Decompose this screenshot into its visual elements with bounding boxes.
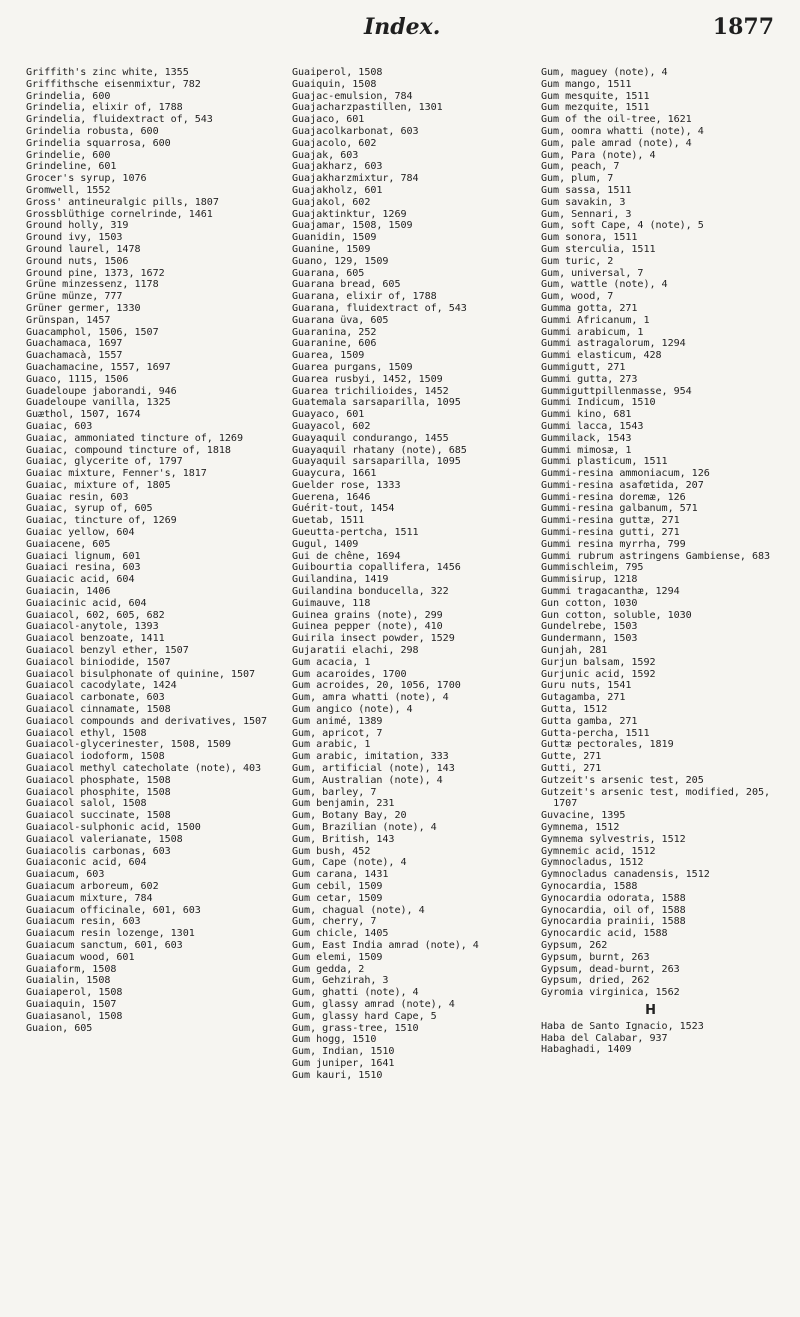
index-entry: Gutta gamba, 271 [541, 715, 638, 727]
index-entry: Gum gedda, 2 [292, 963, 365, 975]
index-entry: Gutta, 1512 [541, 704, 608, 716]
index-entry: Griffith's zinc white, 1355 [26, 67, 189, 78]
index-entry: Gum, Indian, 1510 [292, 1046, 395, 1058]
index-entry: Gummi-resina guttæ, 271 [541, 515, 680, 527]
section-letter: H [645, 1002, 656, 1018]
index-entry: Gummilack, 1543 [541, 432, 632, 444]
index-entry: Guajakol, 602 [292, 196, 371, 208]
index-entry: Guaiacic acid, 604 [26, 574, 135, 586]
index-entry: Guaiacum wood, 601 [26, 951, 135, 963]
index-entry: Guarana, fluidextract of, 543 [292, 302, 467, 314]
index-entry: Guaiacinic acid, 604 [26, 597, 147, 609]
index-entry: Gummi-resina galbanum, 571 [541, 503, 698, 515]
index-entry: Grüner germer, 1330 [26, 302, 141, 314]
index-entry: Grindelia, fluidextract of, 543 [26, 114, 213, 126]
index-entry: Gummi Africanum, 1 [541, 314, 650, 326]
index-entry: Guayaco, 601 [292, 409, 365, 421]
index-entry: Gummi-resina ammoniacum, 126 [541, 468, 710, 480]
index-entry: Gum, universal, 7 [541, 267, 644, 279]
index-entry: Guaiacolis carbonas, 603 [26, 845, 171, 857]
index-entry: Gum sonora, 1511 [541, 232, 638, 244]
index-entry: Gummi-resina doremæ, 126 [541, 491, 686, 503]
index-entry: Gummi Indicum, 1510 [541, 397, 656, 409]
index-entry: Grüne münze, 777 [26, 291, 123, 303]
index-entry: Guayaquil rhatany (note), 685 [292, 444, 467, 456]
index-entry: Gum, grass-tree, 1510 [292, 1022, 419, 1034]
index-entry: Grindelie, 600 [26, 149, 111, 161]
index-entry: Guaiacum, 603 [26, 869, 105, 881]
index-entry: Guetab, 1511 [292, 515, 365, 527]
index-entry: Gum animé, 1389 [292, 715, 383, 727]
index-entry: Habaghadi, 1409 [541, 1044, 632, 1056]
index-entry: Gummi rubrum astringens Gambiense, 683 [541, 550, 771, 562]
index-entry: Gunjah, 281 [541, 645, 608, 657]
index-entry: Grindelia squarrosa, 600 [26, 137, 171, 149]
index-entry: Gum mezquite, 1511 [541, 102, 650, 114]
index-entry: Gypsum, 262 [541, 939, 608, 951]
index-entry: Guaiacol phosphate, 1508 [26, 774, 171, 786]
index-entry: Gutzeit's arsenic test, modified, 205, 1707 [541, 786, 771, 810]
index-entry: Gummi elasticum, 428 [541, 350, 662, 362]
index-entry: Guaion, 605 [26, 1022, 93, 1034]
index-entry: Gum, glassy amrad (note), 4 [292, 998, 455, 1010]
index-entry: Gummi gutta, 273 [541, 373, 638, 385]
index-entry: Gummischleim, 795 [541, 562, 644, 574]
index-entry: Guaiacol bisulphonate of quinine, 1507 [26, 668, 256, 680]
index-entry: Guaiac mixture, Fenner's, 1817 [26, 468, 207, 480]
index-entry: Guayaquil condurango, 1455 [292, 432, 449, 444]
index-entry: Guachamacà, 1557 [26, 350, 123, 362]
index-entry: Guaiac, glycerite of, 1797 [26, 456, 183, 468]
index-entry: Gutagamba, 271 [541, 692, 626, 704]
index-entry: Gum benjamin, 231 [292, 798, 395, 810]
index-entry: Guaiac, syrup of, 605 [26, 503, 153, 515]
index-entry: Guajac-emulsion, 784 [292, 90, 413, 102]
index-entry: Guaiacol-anytole, 1393 [26, 621, 159, 633]
index-entry: Grünspan, 1457 [26, 314, 111, 326]
index-entry: Gum mango, 1511 [541, 78, 632, 90]
index-entry: Guadeloupe jaborandi, 946 [26, 385, 177, 397]
index-entry: Guaiacol, 602, 605, 682 [26, 609, 165, 621]
index-entry: Gum, pale amrad (note), 4 [541, 137, 692, 149]
index-entry: Gum, glassy hard Cape, 5 [292, 1010, 437, 1022]
index-entry: Gui de chêne, 1694 [292, 550, 401, 562]
index-entry: Gum, Botany Bay, 20 [292, 810, 407, 822]
index-entry: Gundelrebe, 1503 [541, 621, 638, 633]
index-entry: Guttæ pectorales, 1819 [541, 739, 674, 751]
index-entry: Gun cotton, soluble, 1030 [541, 609, 692, 621]
index-entry: Guru nuts, 1541 [541, 680, 632, 692]
index-entry: Grüne minzessenz, 1178 [26, 279, 159, 291]
index-entry: Guayacol, 602 [292, 420, 371, 432]
index-entry: Gum elemi, 1509 [292, 951, 383, 963]
index-entry: Guaiacum resin, 603 [26, 916, 141, 928]
index-entry: Gum acacia, 1 [292, 656, 371, 668]
index-entry: Ground holly, 319 [26, 220, 129, 232]
index-entry: Guajakharz, 603 [292, 161, 383, 173]
index-entry: Gynocardia, 1588 [541, 880, 638, 892]
index-entry: Guaiaform, 1508 [26, 963, 117, 975]
index-entry: Gynocardia prainii, 1588 [541, 916, 686, 928]
index-entry: Gum, plum, 7 [541, 173, 614, 185]
index-entry: Gutta-percha, 1511 [541, 727, 650, 739]
index-entry: Gum of the oil-tree, 1621 [541, 114, 692, 126]
index-entry: Guaiacol methyl catecholate (note), 403 [26, 763, 262, 775]
index-entry: Gum, apricot, 7 [292, 727, 383, 739]
index-entry: Gum, peach, 7 [541, 161, 620, 173]
index-entry: Gutte, 271 [541, 751, 602, 763]
index-entry: Guarea trichilioides, 1452 [292, 385, 449, 397]
index-entry: Guajacharzpastillen, 1301 [292, 102, 443, 114]
index-entry: Gum turic, 2 [541, 255, 614, 267]
index-entry: Gummi mimosæ, 1 [541, 444, 632, 456]
index-entry: Gum, Brazilian (note), 4 [292, 822, 437, 833]
index-entry: Guajakholz, 601 [292, 184, 383, 196]
index-entry: Guaranina, 252 [292, 326, 377, 338]
index-entry: Gypsum, dried, 262 [541, 975, 650, 987]
index-entry: Guinea pepper (note), 410 [292, 621, 443, 633]
index-entry: Guatemala sarsaparilla, 1095 [292, 397, 461, 409]
index-entry: Ground laurel, 1478 [26, 243, 141, 255]
index-entry: Gromwell, 1552 [26, 184, 111, 196]
index-entry: Guaycura, 1661 [292, 468, 377, 480]
index-entry: Gymnocladus, 1512 [541, 857, 644, 869]
index-entry: Guarana üva, 605 [292, 314, 389, 326]
index-entry: Ground pine, 1373, 1672 [26, 267, 165, 279]
index-entry: Guano, 129, 1509 [292, 255, 389, 267]
index-entry: Guajaktinktur, 1269 [292, 208, 407, 220]
index-entry: Gum, cherry, 7 [292, 916, 377, 928]
index-entry: Gyromia virginica, 1562 [541, 987, 680, 999]
index-entry: Guerena, 1646 [292, 491, 371, 503]
index-entry: Gum, barley, 7 [292, 786, 377, 798]
index-entry: Guaiacol phosphite, 1508 [26, 786, 171, 798]
index-entry: Gum, maguey (note), 4 [541, 67, 668, 78]
index-entry: Haba de Santo Ignacio, 1523 [541, 1020, 704, 1032]
index-entry: Guarea rusbyi, 1452, 1509 [292, 373, 443, 385]
index-entry: Gross' antineuralgic pills, 1807 [26, 196, 219, 208]
index-entry: Gummisirup, 1218 [541, 574, 638, 586]
index-entry: Gum bush, 452 [292, 845, 371, 857]
index-entry: Guaiaconic acid, 604 [26, 857, 147, 869]
index-entry: Gypsum, burnt, 263 [541, 951, 650, 963]
index-entry: Gum kauri, 1510 [292, 1069, 383, 1081]
index-entry: Gum mesquite, 1511 [541, 90, 650, 102]
index-entry: Gum, chagual (note), 4 [292, 904, 425, 916]
index-entry: Guaiacum mixture, 784 [26, 892, 153, 904]
index-entry: Gum, wattle (note), 4 [541, 279, 668, 291]
index-column-1 [26, 67, 280, 1034]
index-entry: Grocer's syrup, 1076 [26, 173, 147, 185]
index-entry: Gumma gotta, 271 [541, 302, 638, 314]
index-entry: Guajamar, 1508, 1509 [292, 220, 413, 232]
index-entry: Guadeloupe vanilla, 1325 [26, 397, 171, 409]
index-entry: Guaiacol valerianate, 1508 [26, 833, 183, 845]
index-entry: Gum sterculia, 1511 [541, 243, 656, 255]
index-entry: Guajaco, 601 [292, 114, 365, 126]
index-entry: Guaco, 1115, 1506 [26, 373, 129, 385]
index-entry: Gynocardia, oil of, 1588 [541, 904, 686, 916]
index-entry: Grindelia, 600 [26, 90, 111, 102]
index-entry: Gum arabic, imitation, 333 [292, 751, 449, 763]
index-entry: Gummigutt, 271 [541, 361, 626, 373]
index-entry: Haba del Calabar, 937 [541, 1032, 668, 1044]
index-entry: Guaiacol salol, 1508 [26, 798, 147, 810]
index-entry: Guaiacol compounds and derivatives, 1507 [26, 715, 268, 727]
index-entry: Guaiacol benzyl ether, 1507 [26, 645, 189, 657]
index-entry: Guilandina bonducella, 322 [292, 586, 449, 598]
index-entry: Guirila insect powder, 1529 [292, 633, 455, 645]
index-entry: Gum, soft Cape, 4 (note), 5 [541, 220, 704, 232]
index-entry: Gum sassa, 1511 [541, 184, 632, 196]
index-entry: Gum, Para (note), 4 [541, 149, 656, 161]
index-entry: Gymnemic acid, 1512 [541, 845, 656, 857]
index-entry: Guaiacol-glycerinester, 1508, 1509 [26, 739, 231, 751]
index-entry: Guaiacum arboreum, 602 [26, 880, 159, 892]
index-entry: Guaranine, 606 [292, 338, 377, 350]
index-entry: Guaiaperol, 1508 [26, 987, 123, 999]
index-entry: Gum cetar, 1509 [292, 892, 383, 904]
index-entry: Guaiac, ammoniated tincture of, 1269 [26, 432, 243, 444]
index-entry: Guaiacum resin lozenge, 1301 [26, 928, 195, 940]
index-entry: Grindelia robusta, 600 [26, 125, 159, 137]
index-entry: Gum, East India amrad (note), 4 [292, 939, 479, 951]
index-entry: Gum savakin, 3 [541, 196, 626, 208]
index-entry: Guaiacol benzoate, 1411 [26, 633, 165, 645]
index-entry: Gum acaroides, 1700 [292, 668, 407, 680]
index-entry: Gum, Australian (note), 4 [292, 774, 443, 786]
index-column-2 [292, 67, 536, 1082]
index-entry: Grindeline, 601 [26, 161, 117, 173]
page-header [0, 0, 800, 60]
index-entry: Guaiacol succinate, 1508 [26, 810, 171, 822]
index-entry: Guimauve, 118 [292, 597, 371, 609]
index-entry: Gum arabic, 1 [292, 739, 371, 751]
index-entry: Guibourtia copallifera, 1456 [292, 562, 461, 574]
index-entry: Guarana, elixir of, 1788 [292, 291, 437, 303]
index-entry: Guaiacene, 605 [26, 538, 111, 550]
index-entry: Guaiperol, 1508 [292, 67, 383, 78]
index-entry: Guaiac, tincture of, 1269 [26, 515, 177, 527]
index-entry: Gummi kino, 681 [541, 409, 632, 421]
index-entry: Gummi-resina asafœtida, 207 [541, 479, 704, 491]
index-entry: Guaiaci resina, 603 [26, 562, 141, 574]
page-title: Index. [364, 14, 441, 40]
index-entry: Gum, amra whatti (note), 4 [292, 692, 449, 704]
index-entry: Guaiac, mixture of, 1805 [26, 479, 171, 491]
index-entry: Guilandina, 1419 [292, 574, 389, 586]
index-entry: Gutzeit's arsenic test, 205 [541, 774, 704, 786]
index-entry: Gum carana, 1431 [292, 869, 389, 881]
index-entry: Gynocardia odorata, 1588 [541, 892, 686, 904]
index-entry: Guaiacol cacodylate, 1424 [26, 680, 177, 692]
index-entry: Gum, Cape (note), 4 [292, 857, 407, 869]
index-entry: Grossblüthige cornelrinde, 1461 [26, 208, 213, 220]
index-entry: Ground ivy, 1503 [26, 232, 123, 244]
index-entry: Guaiacol-sulphonic acid, 1500 [26, 822, 201, 833]
index-entry: Gum, Sennari, 3 [541, 208, 632, 220]
index-entry: Guaiac, 603 [26, 420, 93, 432]
index-entry: Gugul, 1409 [292, 538, 359, 550]
index-entry: Guarea purgans, 1509 [292, 361, 413, 373]
index-entry: Ground nuts, 1506 [26, 255, 129, 267]
index-entry: Guaiacin, 1406 [26, 586, 111, 598]
index-entry: Griffithsche eisenmixtur, 782 [26, 78, 201, 90]
index-entry: Guaiacum sanctum, 601, 603 [26, 939, 183, 951]
index-entry: Guaiacol cinnamate, 1508 [26, 704, 171, 716]
index-entry: Gum angico (note), 4 [292, 704, 413, 716]
index-entry: Gum, artificial (note), 143 [292, 763, 455, 775]
index-entry: Gymnema, 1512 [541, 822, 620, 833]
index-entry: Gummi astragalorum, 1294 [541, 338, 686, 350]
index-entry: Grindelia, elixir of, 1788 [26, 102, 183, 114]
index-entry: Gummi plasticum, 1511 [541, 456, 668, 468]
index-entry: Gypsum, dead-burnt, 263 [541, 963, 680, 975]
index-entry: Guaiacol carbonate, 603 [26, 692, 165, 704]
index-entry: Guvacine, 1395 [541, 810, 626, 822]
index-entry: Guarea, 1509 [292, 350, 365, 362]
index-entry: Guacamphol, 1506, 1507 [26, 326, 159, 338]
index-entry: Gum, oomra whatti (note), 4 [541, 125, 704, 137]
index-entry: Gummi tragacanthæ, 1294 [541, 586, 680, 598]
index-entry: Guajakharzmixtur, 784 [292, 173, 419, 185]
index-entry: Guayaquil sarsaparilla, 1095 [292, 456, 461, 468]
index-entry: Gummi-resina gutti, 271 [541, 527, 680, 539]
index-entry: Gum, Gehzirah, 3 [292, 975, 389, 987]
index-entry: Guachamacine, 1557, 1697 [26, 361, 171, 373]
index-entry: Guanidin, 1509 [292, 232, 377, 244]
index-entry: Guajak, 603 [292, 149, 359, 161]
index-column-3 [541, 67, 800, 1056]
index-entry: Gymnema sylvestris, 1512 [541, 833, 686, 845]
index-entry: Gummi arabicum, 1 [541, 326, 644, 338]
index-entry: Guelder rose, 1333 [292, 479, 401, 491]
index-entry: Guaiacum officinale, 601, 603 [26, 904, 201, 916]
index-entry: Guaiaci lignum, 601 [26, 550, 141, 562]
index-entry: Guaiac yellow, 604 [26, 527, 135, 539]
index-entry: Guaiacol biniodide, 1507 [26, 656, 171, 668]
index-entry: Gum acroides, 20, 1056, 1700 [292, 680, 461, 692]
index-entry: Guarana bread, 605 [292, 279, 401, 291]
index-entry: Gymnocladus canadensis, 1512 [541, 869, 710, 881]
index-entry: Guanine, 1509 [292, 243, 371, 255]
page-number: 1877 [712, 14, 774, 40]
index-entry: Gum juniper, 1641 [292, 1057, 395, 1069]
index-entry: Gueutta-pertcha, 1511 [292, 527, 419, 539]
index-entry: Guaialin, 1508 [26, 975, 111, 987]
index-entry: Gummi resina myrrha, 799 [541, 538, 686, 550]
index-entry: Guaiasanol, 1508 [26, 1010, 123, 1022]
index-entry: Gutti, 271 [541, 763, 602, 775]
index-entry: Guinea grains (note), 299 [292, 609, 443, 621]
index-entry: Gum, wood, 7 [541, 291, 614, 303]
index-entry: Gum cebil, 1509 [292, 880, 383, 892]
index-entry: Guajacolo, 602 [292, 137, 377, 149]
index-entry: Gujaratii elachi, 298 [292, 645, 419, 657]
index-entry: Gurjun balsam, 1592 [541, 656, 656, 668]
index-entry: Guaiacol iodoform, 1508 [26, 751, 165, 763]
index-entry: Guérit-tout, 1454 [292, 503, 395, 515]
index-entry: Guaiquin, 1508 [292, 78, 377, 90]
index-entry: Gundermann, 1503 [541, 633, 638, 645]
index-entry: Gum, ghatti (note), 4 [292, 987, 419, 999]
index-entry: Gum hogg, 1510 [292, 1034, 377, 1046]
index-entry: Guajacolkarbonat, 603 [292, 125, 419, 137]
index-entry: Guarana, 605 [292, 267, 365, 279]
index-entry: Guachamaca, 1697 [26, 338, 123, 350]
index-entry: Gynocardic acid, 1588 [541, 928, 668, 940]
index-entry: Gurjunic acid, 1592 [541, 668, 656, 680]
index-entry: Gummiguttpillenmasse, 954 [541, 385, 692, 397]
index-entry: Gun cotton, 1030 [541, 597, 638, 609]
index-entry: Gum, British, 143 [292, 833, 395, 845]
index-entry: Gum chicle, 1405 [292, 928, 389, 940]
index-entry: Guæthol, 1507, 1674 [26, 409, 141, 421]
index-entry: Guaiaquin, 1507 [26, 998, 117, 1010]
index-entry: Guaiacol ethyl, 1508 [26, 727, 147, 739]
index-entry: Guaiac resin, 603 [26, 491, 129, 503]
index-entry: Guaiac, compound tincture of, 1818 [26, 444, 231, 456]
index-entry: Gummi lacca, 1543 [541, 420, 644, 432]
